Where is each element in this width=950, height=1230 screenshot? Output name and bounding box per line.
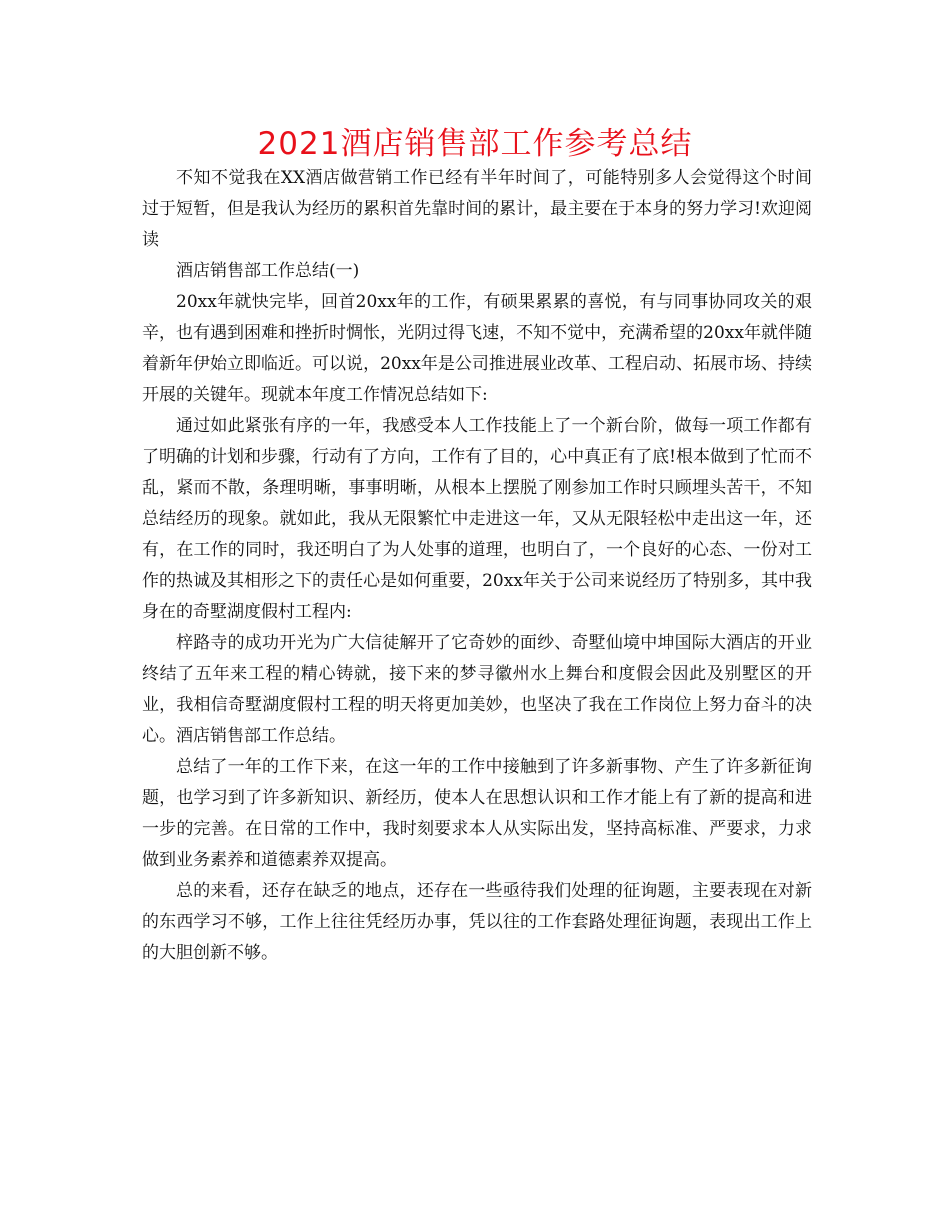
paragraph-intro: 不知不觉我在XX酒店做营销工作已经有半年时间了，可能特别多人会觉得这个时间过于短暂，但是我认为经历的累积首先靠时间的累计，最主要在于本身的努力学习!欢迎阅读: [142, 168, 812, 250]
paragraph-progress: 通过如此紧张有序的一年，我感受本人工作技能上了一个新台阶，做每一项工作都有了明确的计划和步骤，行动有了方向，工作有了目的，心中真正有了底!根本做到了忙而不乱，紧而不散，条理明晰，事事明晰，从根本上摆脱了刚参加工作时只顾埋头苦干，不知总结经历的现象。就如此，我从无限繁忙中走进这一年，又从无限轻松中走出这一年，还有，在工作的同时，我还明白了为人处事的道理，也明白了，一个良好的心态、一份对工作的热诚及其相形之下的责任心是如何重要，20xx年关于公司来说经历了特别多，其中我身在的奇墅湖度假村工程内:: [142, 416, 812, 622]
paragraph-shortcomings: 总的来看，还存在缺乏的地点，还存在一些亟待我们处理的征询题，主要表现在对新的东西学习不够，工作上往往凭经历办事，凭以往的工作套路处理征询题，表现出工作上的大胆创新不够。: [142, 881, 812, 963]
paragraph-learning: 总结了一年的工作下来，在这一年的工作中接触到了许多新事物、产生了许多新征询题，也学习到了许多新知识、新经历，使本人在思想认识和工作才能上有了新的提高和进一步的完善。在日常的工作中，我时刻要求本人从实际出发，坚持高标准、严要求，力求做到业务素养和道德素养双提高。: [142, 757, 812, 870]
document-title: 2021酒店销售部工作参考总结: [257, 126, 693, 162]
paragraph-project: 梓路寺的成功开光为广大信徒解开了它奇妙的面纱、奇墅仙境中坤国际大酒店的开业终结了五年来工程的精心铸就，接下来的梦寻徽州水上舞台和度假会因此及别墅区的开业，我相信奇墅湖度假村工程的明天将更加美妙，也坚决了我在工作岗位上努力奋斗的决心。酒店销售部工作总结。: [142, 633, 812, 746]
document-body: [142, 163, 812, 969]
paragraph-overview: 20xx年就快完毕，回首20xx年的工作，有硕果累累的喜悦，有与同事协同攻关的艰辛，也有遇到困难和挫折时惆怅，光阴过得飞速，不知不觉中，充满希望的20xx年就伴随着新年伊始立即临近。可以说，20xx年是公司推进展业改革、工程启动、拓展市场、持续开展的关键年。现就本年度工作情况总结如下:: [142, 292, 812, 405]
section-heading: 酒店销售部工作总结(一): [176, 261, 360, 281]
